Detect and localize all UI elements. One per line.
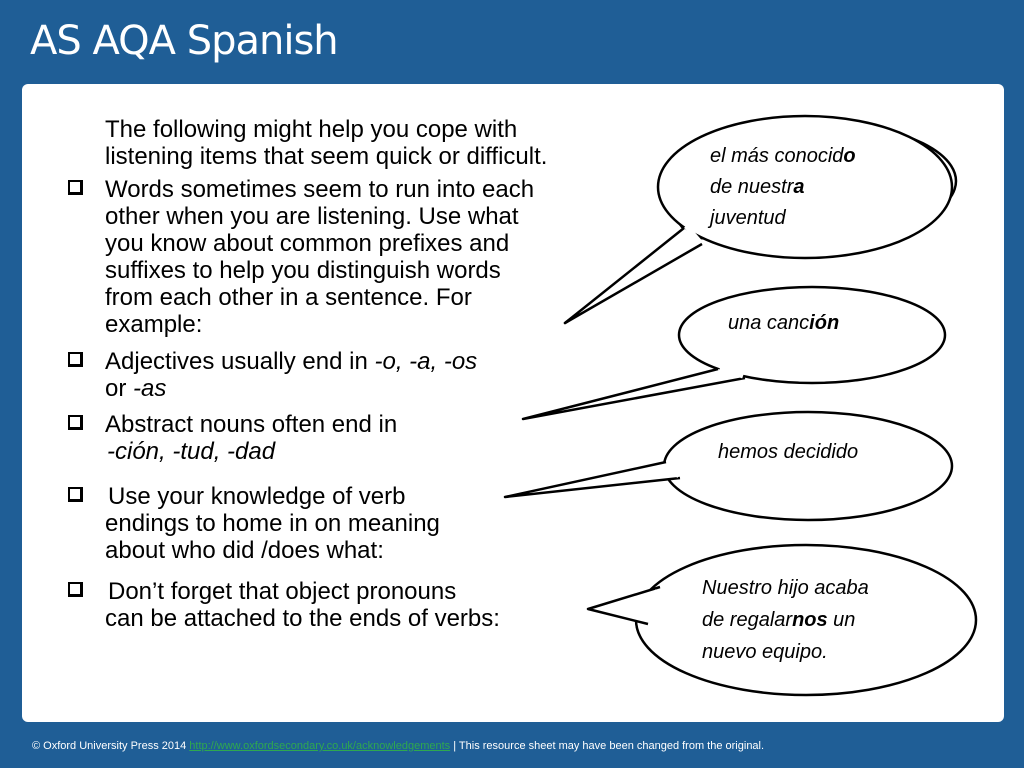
bubble-3-tail (505, 462, 680, 497)
bullet-verb-endings: Use your knowledge of verb endings to home in on meaning about who did /does what: (105, 483, 440, 564)
intro-text: The following might help you cope with listening items that seem quick or difficult. (105, 116, 548, 170)
bullet-prefixes-suffixes: Words sometimes seem to run into each other when you are listening. Use what you know about common prefixes and suffixes to help you distinguish words from each other in a sentence. For example: (105, 176, 535, 338)
bubble-4-text: Nuestro hijo acaba de regalarnos un nuevo equipo. (702, 577, 869, 663)
bubble-2-text: una canción (728, 312, 840, 334)
checkbox-bullet-icon (68, 180, 83, 195)
checkbox-bullet-icon (68, 415, 83, 430)
footer (32, 740, 764, 752)
bullet-abstract-nouns: Abstract nouns often end in -ción, -tud, -dad (105, 411, 398, 465)
bubble-2-tail (523, 369, 745, 419)
page-title: AS AQA Spanish (30, 18, 338, 64)
checkbox-bullet-icon (68, 352, 83, 367)
copyright-text: © Oxford University Press 2014 (32, 740, 187, 752)
bubble-1-text: el más conocido de nuestra juventud (710, 145, 856, 229)
checkbox-bullet-icon (68, 487, 83, 502)
bullet-object-pronouns: Don’t forget that object pronouns can be attached to the ends of verbs: (105, 578, 500, 632)
checkbox-bullet-icon (68, 582, 83, 597)
bubble-1-tail (565, 228, 702, 323)
footer-note: | This resource sheet may have been changed from the original. (453, 740, 765, 752)
bullet-adjectives: Adjectives usually end in -o, -a, -os or -as (105, 348, 478, 402)
bubble-3-text: hemos decidido (718, 441, 859, 463)
acknowledgements-link[interactable]: http://www.oxfordsecondary.co.uk/acknowledgements (189, 740, 451, 752)
